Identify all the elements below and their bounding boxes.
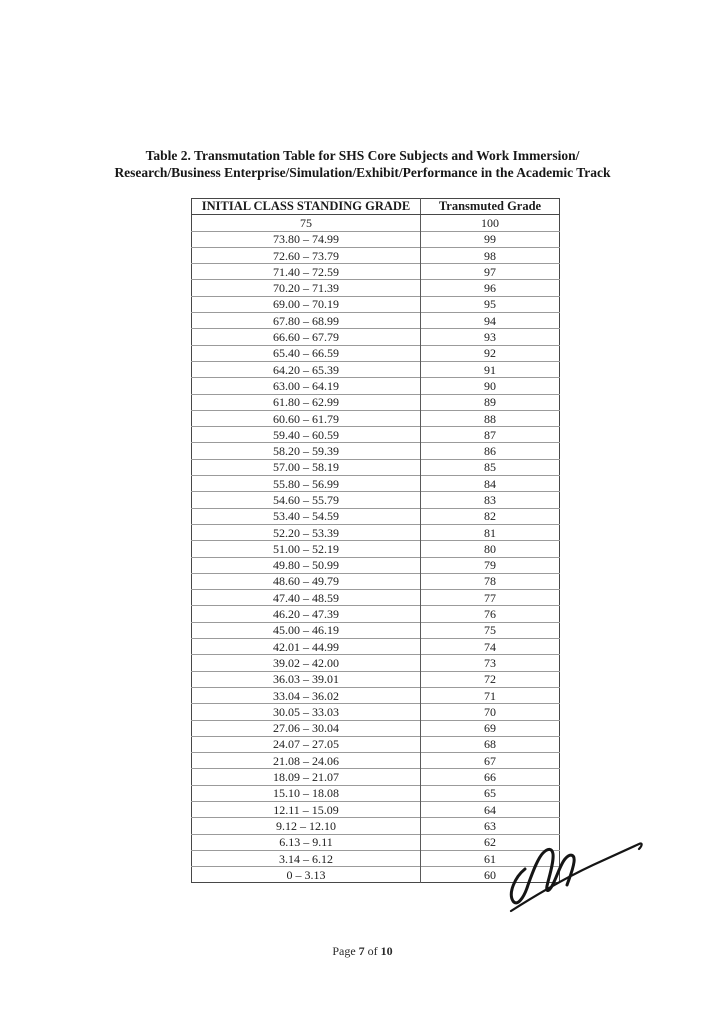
footer-prefix: Page bbox=[332, 944, 356, 958]
transmuted-grade-cell: 83 bbox=[421, 492, 560, 508]
transmuted-grade-cell: 84 bbox=[421, 476, 560, 492]
initial-grade-cell: 54.60 – 55.79 bbox=[192, 492, 421, 508]
initial-grade-cell: 64.20 – 65.39 bbox=[192, 361, 421, 377]
initial-grade-cell: 66.60 – 67.79 bbox=[192, 329, 421, 345]
table-title-line2: Research/Business Enterprise/Simulation/Exhibit/Performance in the Academic Track bbox=[114, 164, 611, 180]
initial-grade-cell: 57.00 – 58.19 bbox=[192, 459, 421, 475]
table-row bbox=[192, 655, 560, 671]
transmuted-grade-cell: 68 bbox=[421, 736, 560, 752]
table-row bbox=[192, 557, 560, 573]
initial-grade-cell: 73.80 – 74.99 bbox=[192, 231, 421, 247]
initial-grade-cell: 0 – 3.13 bbox=[192, 867, 421, 883]
initial-grade-cell: 3.14 – 6.12 bbox=[192, 850, 421, 866]
transmuted-grade-cell: 78 bbox=[421, 573, 560, 589]
table-row bbox=[192, 736, 560, 752]
initial-grade-cell: 18.09 – 21.07 bbox=[192, 769, 421, 785]
transmuted-grade-cell: 75 bbox=[421, 622, 560, 638]
initial-grade-cell: 45.00 – 46.19 bbox=[192, 622, 421, 638]
initial-grade-cell: 39.02 – 42.00 bbox=[192, 655, 421, 671]
transmutation-table bbox=[191, 198, 560, 883]
table-row bbox=[192, 264, 560, 280]
table-row bbox=[192, 280, 560, 296]
initial-grade-cell: 33.04 – 36.02 bbox=[192, 687, 421, 703]
table-row bbox=[192, 215, 560, 231]
transmuted-grade-cell: 69 bbox=[421, 720, 560, 736]
table-row bbox=[192, 476, 560, 492]
table-row bbox=[192, 508, 560, 524]
transmuted-grade-cell: 62 bbox=[421, 834, 560, 850]
table-row bbox=[192, 329, 560, 345]
transmuted-grade-cell: 88 bbox=[421, 410, 560, 426]
initial-grade-cell: 65.40 – 66.59 bbox=[192, 345, 421, 361]
table-title bbox=[0, 148, 725, 181]
table-row bbox=[192, 443, 560, 459]
initial-grade-cell: 12.11 – 15.09 bbox=[192, 801, 421, 817]
table-row bbox=[192, 541, 560, 557]
initial-grade-cell: 6.13 – 9.11 bbox=[192, 834, 421, 850]
initial-grade-cell: 9.12 – 12.10 bbox=[192, 818, 421, 834]
initial-grade-cell: 24.07 – 27.05 bbox=[192, 736, 421, 752]
initial-grade-cell: 63.00 – 64.19 bbox=[192, 378, 421, 394]
table-body bbox=[192, 215, 560, 883]
transmuted-grade-cell: 87 bbox=[421, 427, 560, 443]
transmuted-grade-cell: 66 bbox=[421, 769, 560, 785]
table-row bbox=[192, 378, 560, 394]
transmuted-grade-cell: 98 bbox=[421, 247, 560, 263]
initial-grade-cell: 48.60 – 49.79 bbox=[192, 573, 421, 589]
table-row bbox=[192, 313, 560, 329]
table-row bbox=[192, 573, 560, 589]
table-row bbox=[192, 753, 560, 769]
initial-grade-cell: 70.20 – 71.39 bbox=[192, 280, 421, 296]
initial-grade-cell: 72.60 – 73.79 bbox=[192, 247, 421, 263]
table-row bbox=[192, 671, 560, 687]
table-row bbox=[192, 247, 560, 263]
transmuted-grade-cell: 82 bbox=[421, 508, 560, 524]
transmuted-grade-cell: 70 bbox=[421, 704, 560, 720]
initial-grade-cell: 75 bbox=[192, 215, 421, 231]
initial-grade-cell: 42.01 – 44.99 bbox=[192, 639, 421, 655]
initial-grade-cell: 69.00 – 70.19 bbox=[192, 296, 421, 312]
footer-separator: of bbox=[367, 944, 378, 958]
initial-grade-cell: 49.80 – 50.99 bbox=[192, 557, 421, 573]
table-row bbox=[192, 361, 560, 377]
table-row bbox=[192, 818, 560, 834]
table-row bbox=[192, 785, 560, 801]
initial-grade-cell: 61.80 – 62.99 bbox=[192, 394, 421, 410]
transmuted-grade-cell: 80 bbox=[421, 541, 560, 557]
transmuted-grade-cell: 65 bbox=[421, 785, 560, 801]
initial-grade-cell: 30.05 – 33.03 bbox=[192, 704, 421, 720]
footer-total-pages: 10 bbox=[380, 944, 393, 958]
transmuted-grade-cell: 72 bbox=[421, 671, 560, 687]
transmuted-grade-cell: 92 bbox=[421, 345, 560, 361]
header-transmuted-grade: Transmuted Grade bbox=[421, 199, 560, 215]
table-row bbox=[192, 622, 560, 638]
table-row bbox=[192, 606, 560, 622]
transmuted-grade-cell: 85 bbox=[421, 459, 560, 475]
transmuted-grade-cell: 77 bbox=[421, 590, 560, 606]
footer-page-number: 7 bbox=[358, 944, 365, 958]
initial-grade-cell: 71.40 – 72.59 bbox=[192, 264, 421, 280]
initial-grade-cell: 67.80 – 68.99 bbox=[192, 313, 421, 329]
transmuted-grade-cell: 99 bbox=[421, 231, 560, 247]
table-row bbox=[192, 639, 560, 655]
initial-grade-cell: 51.00 – 52.19 bbox=[192, 541, 421, 557]
initial-grade-cell: 58.20 – 59.39 bbox=[192, 443, 421, 459]
table-row bbox=[192, 769, 560, 785]
table-row bbox=[192, 590, 560, 606]
table-row bbox=[192, 410, 560, 426]
transmuted-grade-cell: 91 bbox=[421, 361, 560, 377]
initial-grade-cell: 46.20 – 47.39 bbox=[192, 606, 421, 622]
table-row bbox=[192, 345, 560, 361]
transmuted-grade-cell: 63 bbox=[421, 818, 560, 834]
initial-grade-cell: 36.03 – 39.01 bbox=[192, 671, 421, 687]
transmuted-grade-cell: 96 bbox=[421, 280, 560, 296]
table-title-line1: Table 2. Transmutation Table for SHS Core Subjects and Work Immersion/ bbox=[145, 148, 580, 163]
transmuted-grade-cell: 94 bbox=[421, 313, 560, 329]
transmuted-grade-cell: 64 bbox=[421, 801, 560, 817]
transmuted-grade-cell: 61 bbox=[421, 850, 560, 866]
transmuted-grade-cell: 67 bbox=[421, 753, 560, 769]
transmuted-grade-cell: 97 bbox=[421, 264, 560, 280]
transmuted-grade-cell: 71 bbox=[421, 687, 560, 703]
table-header-row bbox=[192, 199, 560, 215]
initial-grade-cell: 60.60 – 61.79 bbox=[192, 410, 421, 426]
initial-grade-cell: 55.80 – 56.99 bbox=[192, 476, 421, 492]
table-row bbox=[192, 427, 560, 443]
transmuted-grade-cell: 95 bbox=[421, 296, 560, 312]
transmuted-grade-cell: 74 bbox=[421, 639, 560, 655]
transmuted-grade-cell: 79 bbox=[421, 557, 560, 573]
transmuted-grade-cell: 100 bbox=[421, 215, 560, 231]
initial-grade-cell: 59.40 – 60.59 bbox=[192, 427, 421, 443]
initial-grade-cell: 15.10 – 18.08 bbox=[192, 785, 421, 801]
table-row bbox=[192, 720, 560, 736]
table-row bbox=[192, 704, 560, 720]
transmuted-grade-cell: 86 bbox=[421, 443, 560, 459]
table-row bbox=[192, 687, 560, 703]
header-initial-grade: INITIAL CLASS STANDING GRADE bbox=[192, 199, 421, 215]
transmuted-grade-cell: 60 bbox=[421, 867, 560, 883]
handwritten-signature bbox=[503, 833, 648, 915]
table-row bbox=[192, 231, 560, 247]
transmuted-grade-cell: 90 bbox=[421, 378, 560, 394]
table-row bbox=[192, 394, 560, 410]
initial-grade-cell: 27.06 – 30.04 bbox=[192, 720, 421, 736]
transmuted-grade-cell: 76 bbox=[421, 606, 560, 622]
transmuted-grade-cell: 73 bbox=[421, 655, 560, 671]
page-footer bbox=[0, 944, 725, 959]
initial-grade-cell: 47.40 – 48.59 bbox=[192, 590, 421, 606]
table-row bbox=[192, 801, 560, 817]
table-row bbox=[192, 459, 560, 475]
initial-grade-cell: 21.08 – 24.06 bbox=[192, 753, 421, 769]
initial-grade-cell: 53.40 – 54.59 bbox=[192, 508, 421, 524]
initial-grade-cell: 52.20 – 53.39 bbox=[192, 524, 421, 540]
transmuted-grade-cell: 89 bbox=[421, 394, 560, 410]
transmuted-grade-cell: 81 bbox=[421, 524, 560, 540]
table-row bbox=[192, 524, 560, 540]
table-row bbox=[192, 296, 560, 312]
table-row bbox=[192, 492, 560, 508]
transmuted-grade-cell: 93 bbox=[421, 329, 560, 345]
